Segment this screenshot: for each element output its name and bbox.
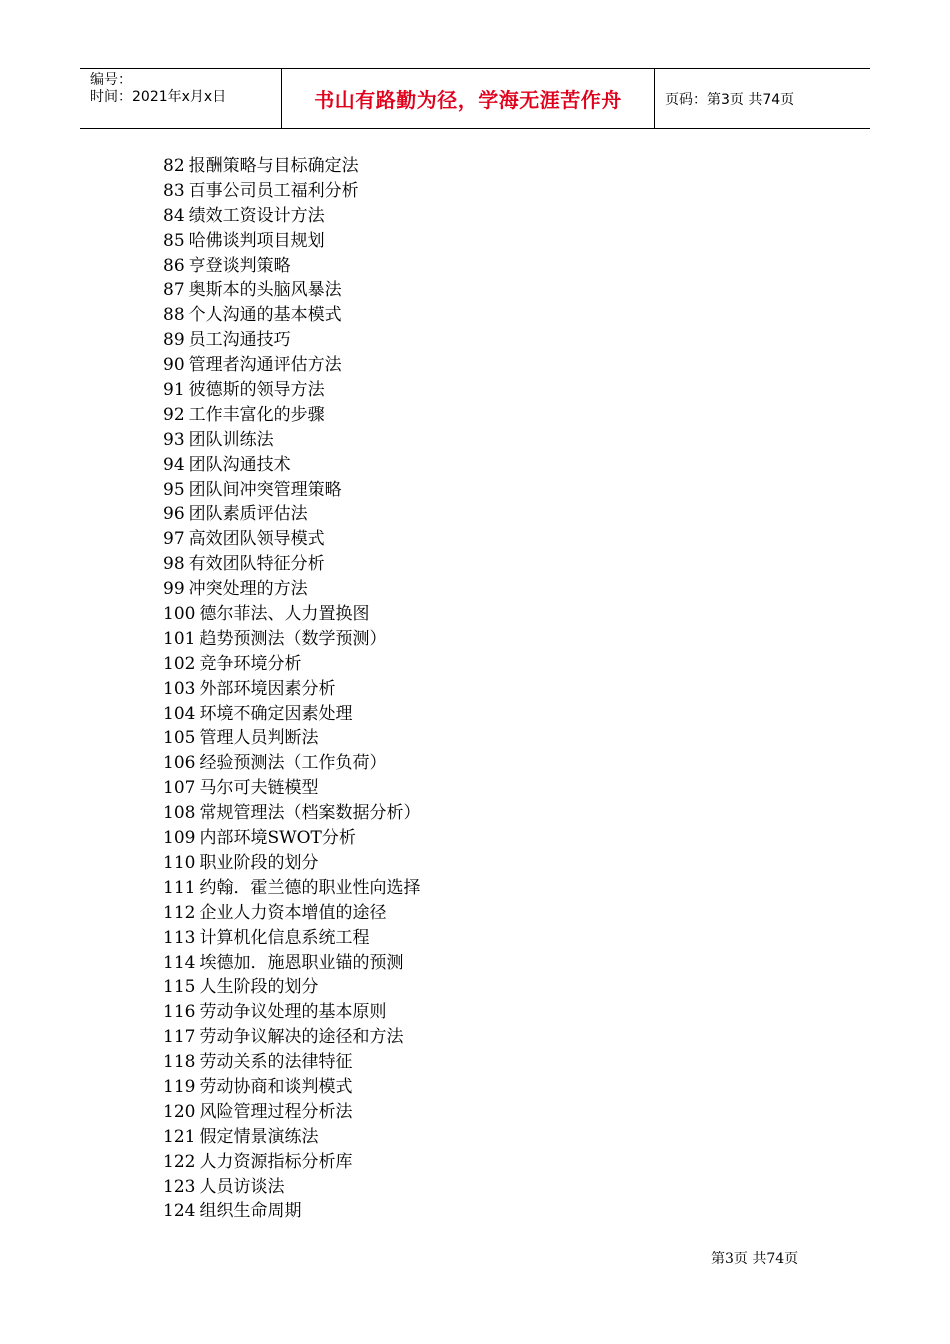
- list-item-number: 124: [163, 1201, 196, 1222]
- list-item: [163, 478, 420, 503]
- list-item-number: 117: [163, 1027, 196, 1048]
- list-item-text: 奥斯本的头脑风暴法: [188, 280, 342, 301]
- list-item-text: 百事公司员工福利分析: [188, 180, 359, 201]
- list-item: [163, 677, 420, 702]
- list-item-number: 120: [163, 1101, 196, 1122]
- list-item: [163, 278, 420, 303]
- list-item-number: 96: [163, 504, 185, 525]
- list-item-text: 有效团队特征分析: [188, 554, 325, 575]
- list-item-text: 经验预测法（工作负荷）: [199, 753, 387, 774]
- list-item-text: 工作丰富化的步骤: [188, 404, 325, 425]
- list-item-text: 风险管理过程分析法: [199, 1101, 353, 1122]
- list-item-text: 人生阶段的划分: [199, 977, 319, 998]
- list-item: [163, 975, 420, 1000]
- list-item: [163, 353, 420, 378]
- list-item-number: 95: [163, 479, 185, 500]
- list-item-number: 106: [163, 753, 196, 774]
- list-item-text: 彼德斯的领导方法: [188, 380, 325, 401]
- list-item: [163, 776, 420, 801]
- list-item-text: 亨登谈判策略: [188, 255, 291, 276]
- list-item-text: 高效团队领导模式: [188, 529, 325, 550]
- list-item-text: 德尔菲法、人力置换图: [199, 604, 370, 625]
- list-item-text: 绩效工资设计方法: [188, 205, 325, 226]
- list-item-text: 管理人员判断法: [199, 728, 319, 749]
- list-item-number: 105: [163, 728, 196, 749]
- list-item: [163, 328, 420, 353]
- list-item-number: 121: [163, 1126, 196, 1147]
- list-item-text: 人力资源指标分析库: [199, 1151, 353, 1172]
- list-item: [163, 502, 420, 527]
- list-item-number: 122: [163, 1151, 196, 1172]
- list-item-number: 102: [163, 653, 196, 674]
- list-item: [163, 652, 420, 677]
- list-item-number: 104: [163, 703, 196, 724]
- list-item-number: 119: [163, 1076, 196, 1097]
- list-item-number: 111: [163, 877, 196, 898]
- list-item: [163, 901, 420, 926]
- list-item: [163, 1125, 420, 1150]
- list-item-text: 哈佛谈判项目规划: [188, 230, 325, 251]
- header-meta: [80, 69, 281, 128]
- list-item-text: 劳动争议处理的基本原则: [199, 1002, 387, 1023]
- list-item-number: 83: [163, 180, 185, 201]
- list-item-number: 109: [163, 828, 196, 849]
- list-item: [163, 1000, 420, 1025]
- list-item-number: 123: [163, 1176, 196, 1197]
- list-item: [163, 926, 420, 951]
- list-item-number: 108: [163, 803, 196, 824]
- list-item-text: 个人沟通的基本模式: [188, 305, 342, 326]
- list-item: [163, 552, 420, 577]
- list-item-text: 假定情景演练法: [199, 1126, 319, 1147]
- list-item-number: 85: [163, 230, 185, 251]
- list-item-text: 埃德加．施恩职业锚的预测: [199, 952, 404, 973]
- list-item-text: 冲突处理的方法: [188, 579, 308, 600]
- list-item: [163, 1075, 420, 1100]
- list-item-text: 管理者沟通评估方法: [188, 355, 342, 376]
- list-item: [163, 1150, 420, 1175]
- list-item-text: 常规管理法（档案数据分析）: [199, 803, 421, 824]
- list-item-number: 86: [163, 255, 185, 276]
- list-item: [163, 951, 420, 976]
- list-item: [163, 602, 420, 627]
- list-item: [163, 229, 420, 254]
- list-item-number: 93: [163, 429, 185, 450]
- list-item-number: 87: [163, 280, 185, 301]
- list-item-text: 团队训练法: [188, 429, 274, 450]
- list-item: [163, 801, 420, 826]
- list-item-text: 组织生命周期: [199, 1201, 302, 1222]
- date-text: 时间：2021年x月x日: [90, 89, 227, 105]
- list-item-text: 团队素质评估法: [188, 504, 308, 525]
- list-item: [163, 1199, 420, 1224]
- header-motto: 书山有路勤为径，学海无涯苦作舟: [314, 88, 622, 112]
- list-item-text: 外部环境因素分析: [199, 678, 336, 699]
- list-item: [163, 726, 420, 751]
- list-item-text: 团队间冲突管理策略: [188, 479, 342, 500]
- list-item: [163, 453, 420, 478]
- page-header: [80, 68, 870, 129]
- list-item-number: 116: [163, 1002, 196, 1023]
- list-item-text: 劳动关系的法律特征: [199, 1052, 353, 1073]
- list-item-number: 107: [163, 778, 196, 799]
- list-item-number: 103: [163, 678, 196, 699]
- list-item-text: 马尔可夫链模型: [199, 778, 319, 799]
- list-item-number: 112: [163, 902, 196, 923]
- footer-page-number: 第3页 共74页: [711, 1251, 799, 1267]
- header-page-info: 页码：第3页 共74页: [665, 91, 795, 108]
- list-item-number: 99: [163, 579, 185, 600]
- list-item-text: 竞争环境分析: [199, 653, 302, 674]
- list-item: [163, 254, 420, 279]
- list-item-text: 计算机化信息系统工程: [199, 927, 370, 948]
- list-item-text: 趋势预测法（数学预测）: [199, 628, 387, 649]
- list-item: [163, 627, 420, 652]
- list-item: [163, 826, 420, 851]
- list-item-number: 100: [163, 604, 196, 625]
- list-item: [163, 1175, 420, 1200]
- list-item: [163, 179, 420, 204]
- list-item-number: 118: [163, 1052, 196, 1073]
- list-item-text: 约翰．霍兰德的职业性向选择: [199, 877, 421, 898]
- list-item-text: 人员访谈法: [199, 1176, 285, 1197]
- list-item-number: 82: [163, 156, 185, 176]
- list-item: [163, 1100, 420, 1125]
- list-item-number: 89: [163, 330, 185, 351]
- list-item: [163, 527, 420, 552]
- list-item: [163, 751, 420, 776]
- list-item-text: 劳动协商和谈判模式: [199, 1076, 353, 1097]
- list-item-number: 101: [163, 628, 196, 649]
- list-item: [163, 403, 420, 428]
- list-item: [163, 702, 420, 727]
- list-item-number: 90: [163, 355, 185, 376]
- list-item-text: 报酬策略与目标确定法: [188, 156, 359, 176]
- list-item-text: 环境不确定因素处理: [199, 703, 353, 724]
- list-item-text: 企业人力资本增值的途径: [199, 902, 387, 923]
- list-item: [163, 876, 420, 901]
- list-item-number: 88: [163, 305, 185, 326]
- list-item: [163, 428, 420, 453]
- list-item: [163, 851, 420, 876]
- list-item-number: 98: [163, 554, 185, 575]
- list-item-number: 110: [163, 852, 196, 873]
- list-item: [163, 303, 420, 328]
- list-item-text: 劳动争议解决的途径和方法: [199, 1027, 404, 1048]
- list-item-number: 114: [163, 952, 196, 973]
- list-item: [163, 154, 420, 179]
- list-item: [163, 378, 420, 403]
- list-item-text: 职业阶段的划分: [199, 852, 319, 873]
- number-label: 编号：: [90, 72, 132, 88]
- list-item-text: 团队沟通技术: [188, 454, 291, 475]
- list-item-number: 94: [163, 454, 185, 475]
- method-list: [163, 154, 420, 1224]
- list-item-text: 员工沟通技巧: [188, 330, 291, 351]
- list-item-number: 115: [163, 977, 196, 998]
- list-item: [163, 577, 420, 602]
- list-item-number: 91: [163, 380, 185, 401]
- list-item-number: 92: [163, 404, 185, 425]
- list-item-text: 内部环境SWOT分析: [199, 828, 356, 849]
- list-item-number: 84: [163, 205, 185, 226]
- list-item: [163, 204, 420, 229]
- list-item-number: 113: [163, 927, 196, 948]
- list-item-number: 97: [163, 529, 185, 550]
- list-item: [163, 1025, 420, 1050]
- list-item: [163, 1050, 420, 1075]
